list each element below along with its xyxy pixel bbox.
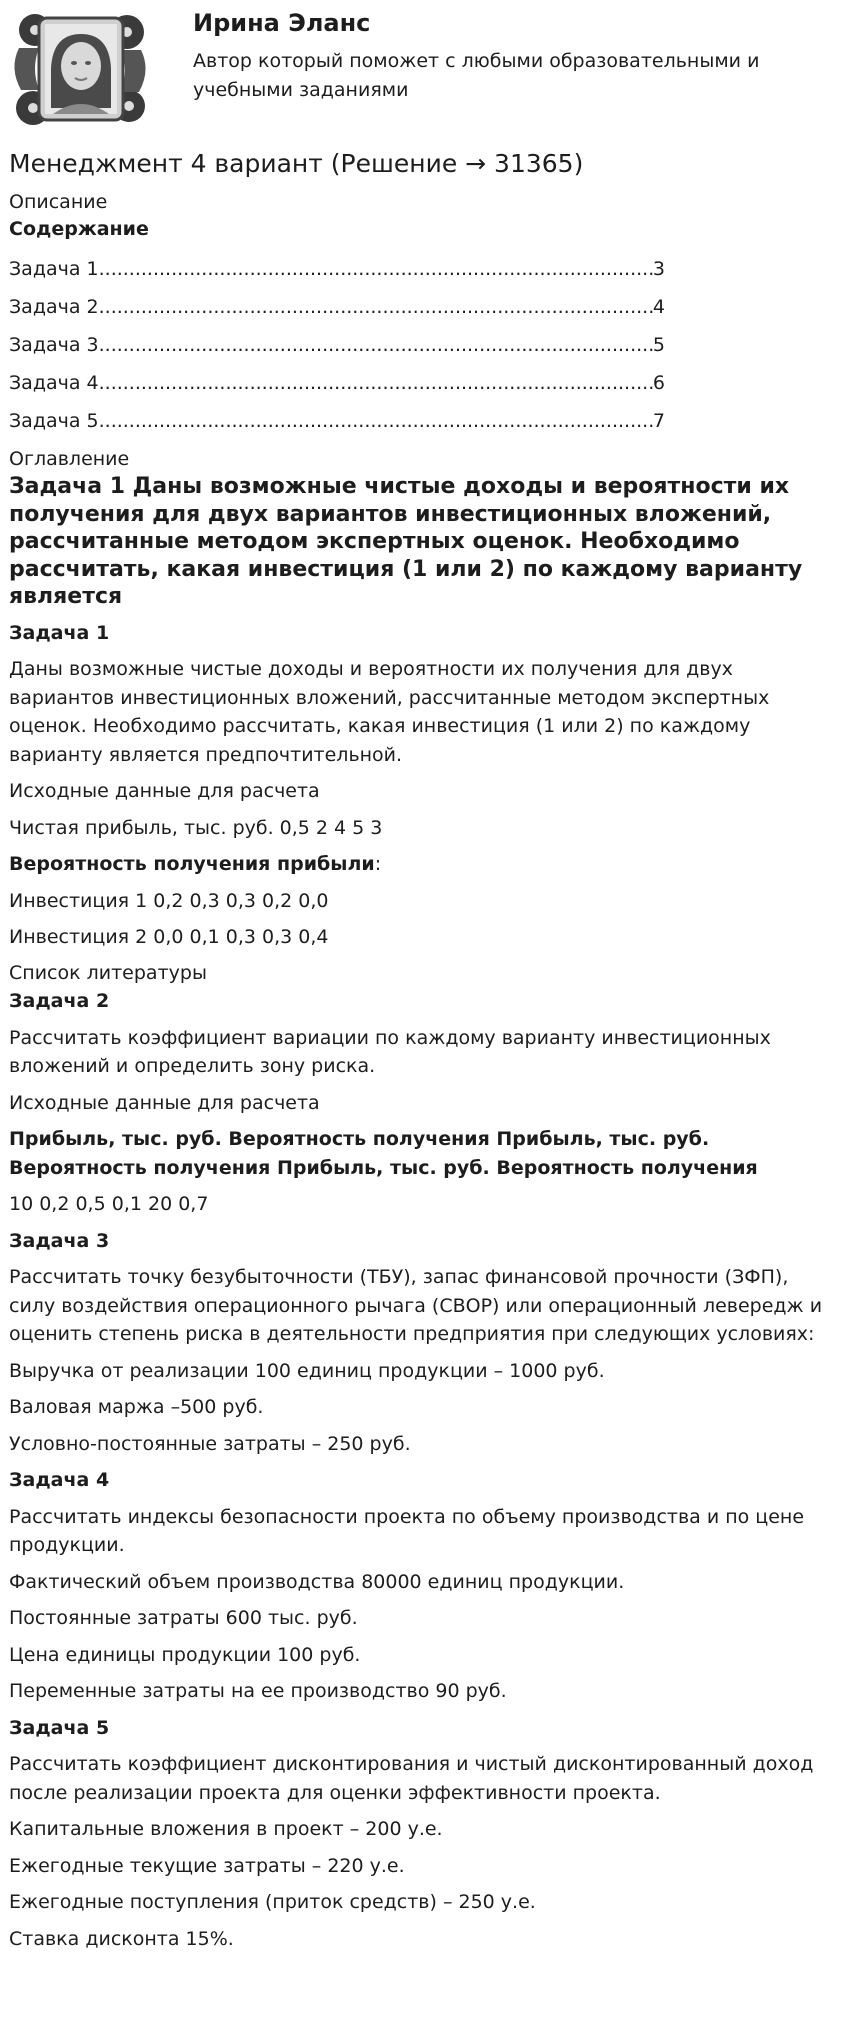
- contents-heading: Содержание: [9, 218, 149, 241]
- task-2-header-row: Прибыль, тыс. руб. Вероятность получения Прибыль, тыс. руб. Вероятность получения Прибыль, тыс. руб. Вероятность получения: [9, 1128, 758, 1179]
- description-label: Описание: [9, 190, 108, 213]
- task-4-line: Переменные затраты на ее производство 90 руб.: [9, 1680, 507, 1703]
- task-1-probability-label: Вероятность получения прибыли:: [9, 853, 382, 876]
- task-4-line: Постоянные затраты 600 тыс. руб.: [9, 1607, 358, 1630]
- literature-label: Список литературы: [9, 961, 207, 984]
- outline-label: Оглавление: [9, 447, 130, 470]
- task-4-line: Цена единицы продукции 100 руб.: [9, 1643, 361, 1666]
- toc-item: Задача 2 ..... 4: [9, 294, 665, 320]
- author-description: Автор который поможет с любыми образовательными и учебными заданиями: [193, 50, 760, 101]
- author-header: [9, 0, 838, 140]
- task-5-line: Ставка дисконта 15%.: [9, 1927, 234, 1950]
- outline-heading: Задача 1 Даны возможные чистые доходы и вероятности их получения для двух вариантов инвестиционных вложений, рассчитанные методом экспертных оценок. Необходимо рассчитать, какая инвестиция (1 или 2) по каждому варианту является: [9, 474, 803, 610]
- task-1-profit-row: Чистая прибыль, тыс. руб. 0,5 2 4 5 3: [9, 816, 383, 839]
- task-1-text: Даны возможные чистые доходы и вероятности их получения для двух вариантов инвестиционных вложений, рассчитанные методом экспертных оценок. Необходимо рассчитать, какая инвестиция (1 или 2) по каждому варианту является предпочтительной.: [9, 658, 770, 766]
- task-2-source: Исходные данные для расчета: [9, 1091, 320, 1114]
- toc-item: Задача 5 ..... 7: [9, 408, 665, 434]
- task-2-heading: Задача 2: [9, 990, 110, 1013]
- task-5-heading: Задача 5: [9, 1716, 110, 1739]
- task-3-heading: Задача 3: [9, 1229, 110, 1252]
- table-of-contents: [9, 256, 838, 434]
- toc-item: Задача 4 ..... 6: [9, 370, 665, 396]
- task-3-line: Выручка от реализации 100 единиц продукции – 1000 руб.: [9, 1359, 605, 1382]
- task-4-heading: Задача 4: [9, 1469, 110, 1492]
- task-2-values-row: 10 0,2 0,5 0,1 20 0,7: [9, 1193, 209, 1216]
- task-1-investment-1: Инвестиция 1 0,2 0,3 0,3 0,2 0,0: [9, 889, 329, 912]
- task-3-line: Условно-постоянные затраты – 250 руб.: [9, 1432, 411, 1455]
- task-5-line: Ежегодные текущие затраты – 220 у.е.: [9, 1854, 405, 1877]
- page-title: Менеджмент 4 вариант (Решение → 31365): [9, 149, 584, 178]
- task-5-line: Ежегодные поступления (приток средств) – 250 у.е.: [9, 1891, 536, 1914]
- toc-item: Задача 3 ..... 5: [9, 332, 665, 358]
- task-1-heading: Задача 1: [9, 621, 110, 644]
- avatar: [9, 8, 151, 130]
- task-3-text: Рассчитать точку безубыточности (ТБУ), запас финансовой прочности (ЗФП), силу воздействия операционного рычага (СВОР) или операционный левередж и оценить степень риска в деятельности предприятия при следующих условиях:: [9, 1266, 823, 1346]
- task-3-line: Валовая маржа –500 руб.: [9, 1396, 264, 1419]
- task-5-line: Капитальные вложения в проект – 200 у.е.: [9, 1818, 443, 1841]
- task-4-text: Рассчитать индексы безопасности проекта по объему производства и по цене продукции.: [9, 1505, 805, 1557]
- toc-item: Задача 1 ..... 3: [9, 256, 665, 282]
- task-4-line: Фактический объем производства 80000 единиц продукции.: [9, 1570, 625, 1593]
- task-5-text: Рассчитать коэффициент дисконтирования и чистый дисконтированный доход после реализации проекта для оценки эффективности проекта.: [9, 1753, 814, 1804]
- task-2-text: Рассчитать коэффициент вариации по каждому варианту инвестиционных вложений и определить зону риска.: [9, 1026, 771, 1078]
- task-1-source: Исходные данные для расчета: [9, 780, 320, 803]
- author-name[interactable]: Ирина Эланс: [193, 9, 371, 37]
- task-1-investment-2: Инвестиция 2 0,0 0,1 0,3 0,3 0,4: [9, 926, 329, 949]
